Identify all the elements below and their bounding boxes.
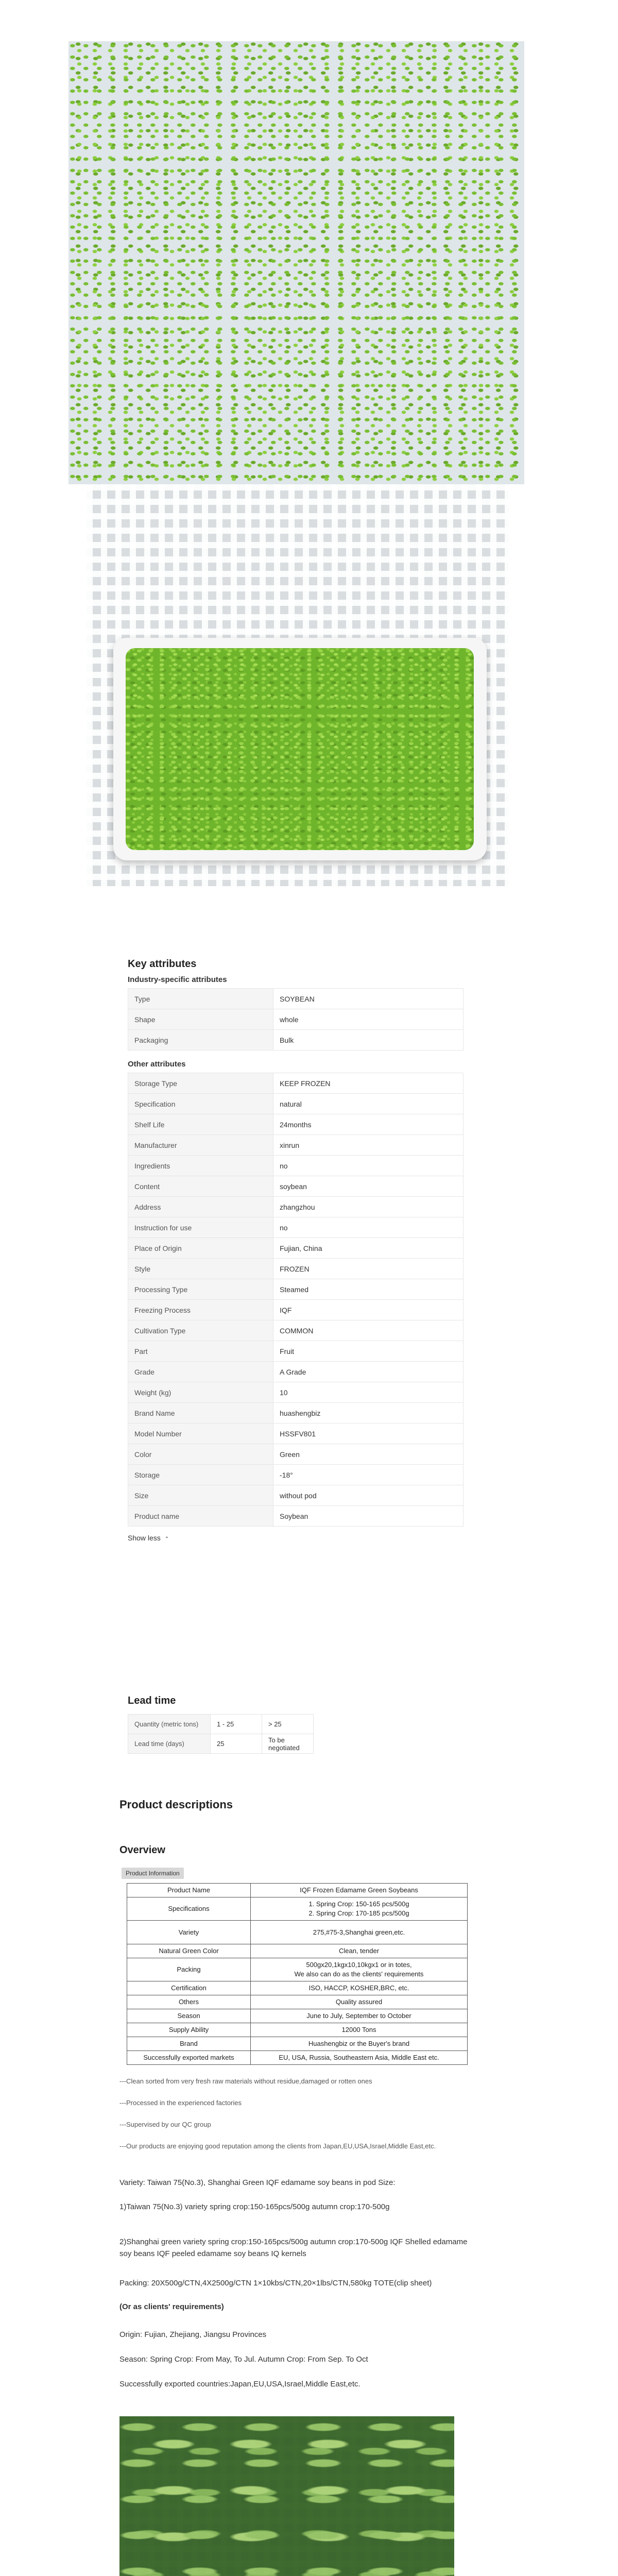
attribute-value: Green <box>273 1444 464 1465</box>
attribute-key: Place of Origin <box>128 1238 273 1259</box>
attribute-row <box>128 1341 464 1362</box>
variety-text-3: 2)Shanghai green variety spring crop:150-165pcs/500g autumn crop:170-500g IQF Shelled edamame soy beans IQF peeled edamame soy beans IQ kernels <box>119 2238 468 2258</box>
attribute-row <box>128 1259 464 1279</box>
attribute-value: whole <box>273 1009 464 1030</box>
spec-row <box>127 1981 468 1995</box>
other-attributes-title: Other attributes <box>128 1060 186 1069</box>
attribute-row <box>128 1073 464 1094</box>
attribute-key: Shelf Life <box>128 1114 273 1135</box>
attribute-key: Cultivation Type <box>128 1320 273 1341</box>
attribute-key: Storage <box>128 1465 273 1485</box>
spec-value: Huashengbiz or the Buyer's brand <box>251 2037 468 2051</box>
spec-row <box>127 1944 468 1958</box>
attribute-row <box>128 1135 464 1156</box>
lead-time-cell: 25 <box>211 1734 262 1754</box>
spec-row <box>127 1897 468 1921</box>
attribute-row <box>128 1156 464 1176</box>
attribute-key: Size <box>128 1485 273 1506</box>
attribute-row <box>128 1217 464 1238</box>
note-line: ---Our products are enjoying good reputation among the clients from Japan,EU,USA,Israel,Middle East,etc. <box>119 2142 436 2150</box>
spec-row <box>127 1995 468 2009</box>
spec-key: Natural Green Color <box>127 1944 251 1958</box>
attribute-row <box>128 1362 464 1382</box>
spec-value: EU, USA, Russia, Southeastern Asia, Middle East etc. <box>251 2051 468 2065</box>
industry-attributes-title: Industry-specific attributes <box>128 975 227 984</box>
attribute-key: Type <box>128 989 273 1009</box>
attribute-row <box>128 1197 464 1217</box>
spec-key: Successfully exported markets <box>127 2051 251 2065</box>
attribute-value: Fruit <box>273 1341 464 1362</box>
attribute-key: Storage Type <box>128 1073 273 1094</box>
lead-time-cell: 1 - 25 <box>211 1715 262 1734</box>
attribute-row <box>128 1382 464 1403</box>
attribute-key: Part <box>128 1341 273 1362</box>
note-line: ---Supervised by our QC group <box>119 2121 211 2128</box>
product-photo-tray <box>87 484 509 886</box>
attribute-value: Bulk <box>273 1030 464 1050</box>
lead-time-section <box>128 1695 464 1754</box>
attribute-value: FROZEN <box>273 1259 464 1279</box>
notes-block <box>119 2076 470 2163</box>
variety-text-2: 1)Taiwan 75(No.3) variety spring crop:150-165pcs/500g autumn crop:170-500g <box>119 2202 390 2211</box>
attribute-row <box>128 1009 464 1030</box>
other-attributes-table <box>128 1073 464 1527</box>
spec-value: 500gx20,1kgx10,10kgx1 or in totes, We also can do as the clients' requirements <box>251 1958 468 1981</box>
lead-time-row <box>128 1715 314 1734</box>
attribute-row <box>128 1485 464 1506</box>
spec-key: Packing <box>127 1958 251 1981</box>
lead-time-cell: > 25 <box>262 1715 314 1734</box>
attribute-row <box>128 1506 464 1527</box>
lead-time-cell: Quantity (metric tons) <box>128 1715 211 1734</box>
attribute-value: zhangzhou <box>273 1197 464 1217</box>
attribute-row <box>128 1403 464 1423</box>
origin-text: Origin: Fujian, Zhejiang, Jiangsu Provinces <box>119 2330 267 2339</box>
attribute-key: Processing Type <box>128 1279 273 1300</box>
key-attributes-title: Key attributes <box>128 958 197 970</box>
spec-value: ISO, HACCP, KOSHER,BRC, etc. <box>251 1981 468 1995</box>
attribute-key: Color <box>128 1444 273 1465</box>
attribute-value: huashengbiz <box>273 1403 464 1423</box>
attribute-value: xinrun <box>273 1135 464 1156</box>
product-descriptions-title: Product descriptions <box>119 1798 233 1811</box>
attribute-value: -18° <box>273 1465 464 1485</box>
attribute-row <box>128 1444 464 1465</box>
spec-table <box>127 1883 468 2065</box>
attribute-value: COMMON <box>273 1320 464 1341</box>
spec-value: 1. Spring Crop: 150-165 pcs/500g 2. Spring Crop: 170-185 pcs/500g <box>251 1897 468 1921</box>
spec-table-wrap <box>127 1883 468 2065</box>
spec-row <box>127 1921 468 1944</box>
attribute-value: KEEP FROZEN <box>273 1073 464 1094</box>
attribute-value: soybean <box>273 1176 464 1197</box>
tray-soybeans <box>126 648 474 850</box>
attribute-value: without pod <box>273 1485 464 1506</box>
product-photo-scattered-soybeans <box>68 41 524 484</box>
attribute-value: HSSFV801 <box>273 1423 464 1444</box>
attribute-row <box>128 989 464 1009</box>
spec-row <box>127 2051 468 2065</box>
note-line: ---Processed in the experienced factories <box>119 2099 242 2107</box>
lead-time-title: Lead time <box>128 1695 176 1706</box>
attribute-value: Steamed <box>273 1279 464 1300</box>
spec-value: 12000 Tons <box>251 2023 468 2037</box>
attribute-value: natural <box>273 1094 464 1114</box>
attribute-row <box>128 1320 464 1341</box>
attribute-key: Brand Name <box>128 1403 273 1423</box>
attribute-value: A Grade <box>273 1362 464 1382</box>
season-text: Season: Spring Crop: From May, To Jul. Autumn Crop: From Sep. To Oct <box>119 2355 368 2364</box>
attribute-row <box>128 1238 464 1259</box>
attribute-key: Manufacturer <box>128 1135 273 1156</box>
product-info-tag: Product Information <box>122 1868 184 1879</box>
lead-time-row <box>128 1734 314 1754</box>
spec-row <box>127 2023 468 2037</box>
spec-key: Season <box>127 2009 251 2023</box>
spec-key: Certification <box>127 1981 251 1995</box>
attribute-value: Fujian, China <box>273 1238 464 1259</box>
attribute-key: Packaging <box>128 1030 273 1050</box>
attribute-value: no <box>273 1156 464 1176</box>
edamame-pods <box>119 2416 454 2576</box>
attribute-row <box>128 1176 464 1197</box>
spec-row <box>127 1884 468 1897</box>
spec-key: Product Name <box>127 1884 251 1897</box>
attribute-value: SOYBEAN <box>273 989 464 1009</box>
spec-key: Others <box>127 1995 251 2009</box>
spec-key: Specifications <box>127 1897 251 1921</box>
attribute-key: Grade <box>128 1362 273 1382</box>
attribute-row <box>128 1279 464 1300</box>
spec-key: Supply Ability <box>127 2023 251 2037</box>
attribute-value: 10 <box>273 1382 464 1403</box>
attribute-value: IQF <box>273 1300 464 1320</box>
attribute-key: Style <box>128 1259 273 1279</box>
chevron-up-icon: ⌃ <box>164 1536 169 1542</box>
key-attributes-section <box>128 958 464 1542</box>
show-less-label: Show less <box>128 1534 161 1542</box>
show-less-link[interactable] <box>128 1534 464 1542</box>
spec-row <box>127 1958 468 1981</box>
attribute-value: Soybean <box>273 1506 464 1527</box>
attribute-row <box>128 1094 464 1114</box>
spec-row <box>127 2009 468 2023</box>
lead-time-table <box>128 1714 314 1754</box>
attribute-key: Model Number <box>128 1423 273 1444</box>
spec-key: Variety <box>127 1921 251 1944</box>
packing-text-2: (Or as clients' requirements) <box>119 2302 224 2311</box>
attribute-row <box>128 1030 464 1050</box>
attribute-row <box>128 1465 464 1485</box>
tray <box>113 638 487 860</box>
spec-value: June to July, September to October <box>251 2009 468 2023</box>
spec-row <box>127 2037 468 2051</box>
industry-attributes-table <box>128 988 464 1050</box>
attribute-value: no <box>273 1217 464 1238</box>
variety-text: Variety: Taiwan 75(No.3), Shanghai Green IQF edamame soy beans in pod Size: <box>119 2178 396 2187</box>
spec-value: IQF Frozen Edamame Green Soybeans <box>251 1884 468 1897</box>
product-photo-edamame-pods <box>119 2416 454 2576</box>
overview-title: Overview <box>119 1844 165 1856</box>
attribute-key: Address <box>128 1197 273 1217</box>
attribute-key: Product name <box>128 1506 273 1527</box>
attribute-row <box>128 1423 464 1444</box>
packing-text: Packing: 20X500g/CTN,4X2500g/CTN 1×10kbs/CTN,20×1lbs/CTN,580kg TOTE(clip sheet) <box>119 2279 432 2287</box>
attribute-key: Ingredients <box>128 1156 273 1176</box>
attribute-key: Specification <box>128 1094 273 1114</box>
spec-key: Brand <box>127 2037 251 2051</box>
exported-text: Successfully exported countries:Japan,EU,USA,Israel,Middle East,etc. <box>119 2380 360 2388</box>
note-line: ---Clean sorted from very fresh raw materials without residue,damaged or rotten ones <box>119 2077 372 2085</box>
attribute-value: 24months <box>273 1114 464 1135</box>
lead-time-cell: Lead time (days) <box>128 1734 211 1754</box>
attribute-row <box>128 1114 464 1135</box>
spec-value: Quality assured <box>251 1995 468 2009</box>
spec-value: 275,#75-3,Shanghai green,etc. <box>251 1921 468 1944</box>
spec-value: Clean, tender <box>251 1944 468 1958</box>
attribute-key: Instruction for use <box>128 1217 273 1238</box>
attribute-key: Weight (kg) <box>128 1382 273 1403</box>
attribute-row <box>128 1300 464 1320</box>
attribute-key: Content <box>128 1176 273 1197</box>
lead-time-cell: To be negotiated <box>262 1734 314 1754</box>
attribute-key: Freezing Process <box>128 1300 273 1320</box>
attribute-key: Shape <box>128 1009 273 1030</box>
